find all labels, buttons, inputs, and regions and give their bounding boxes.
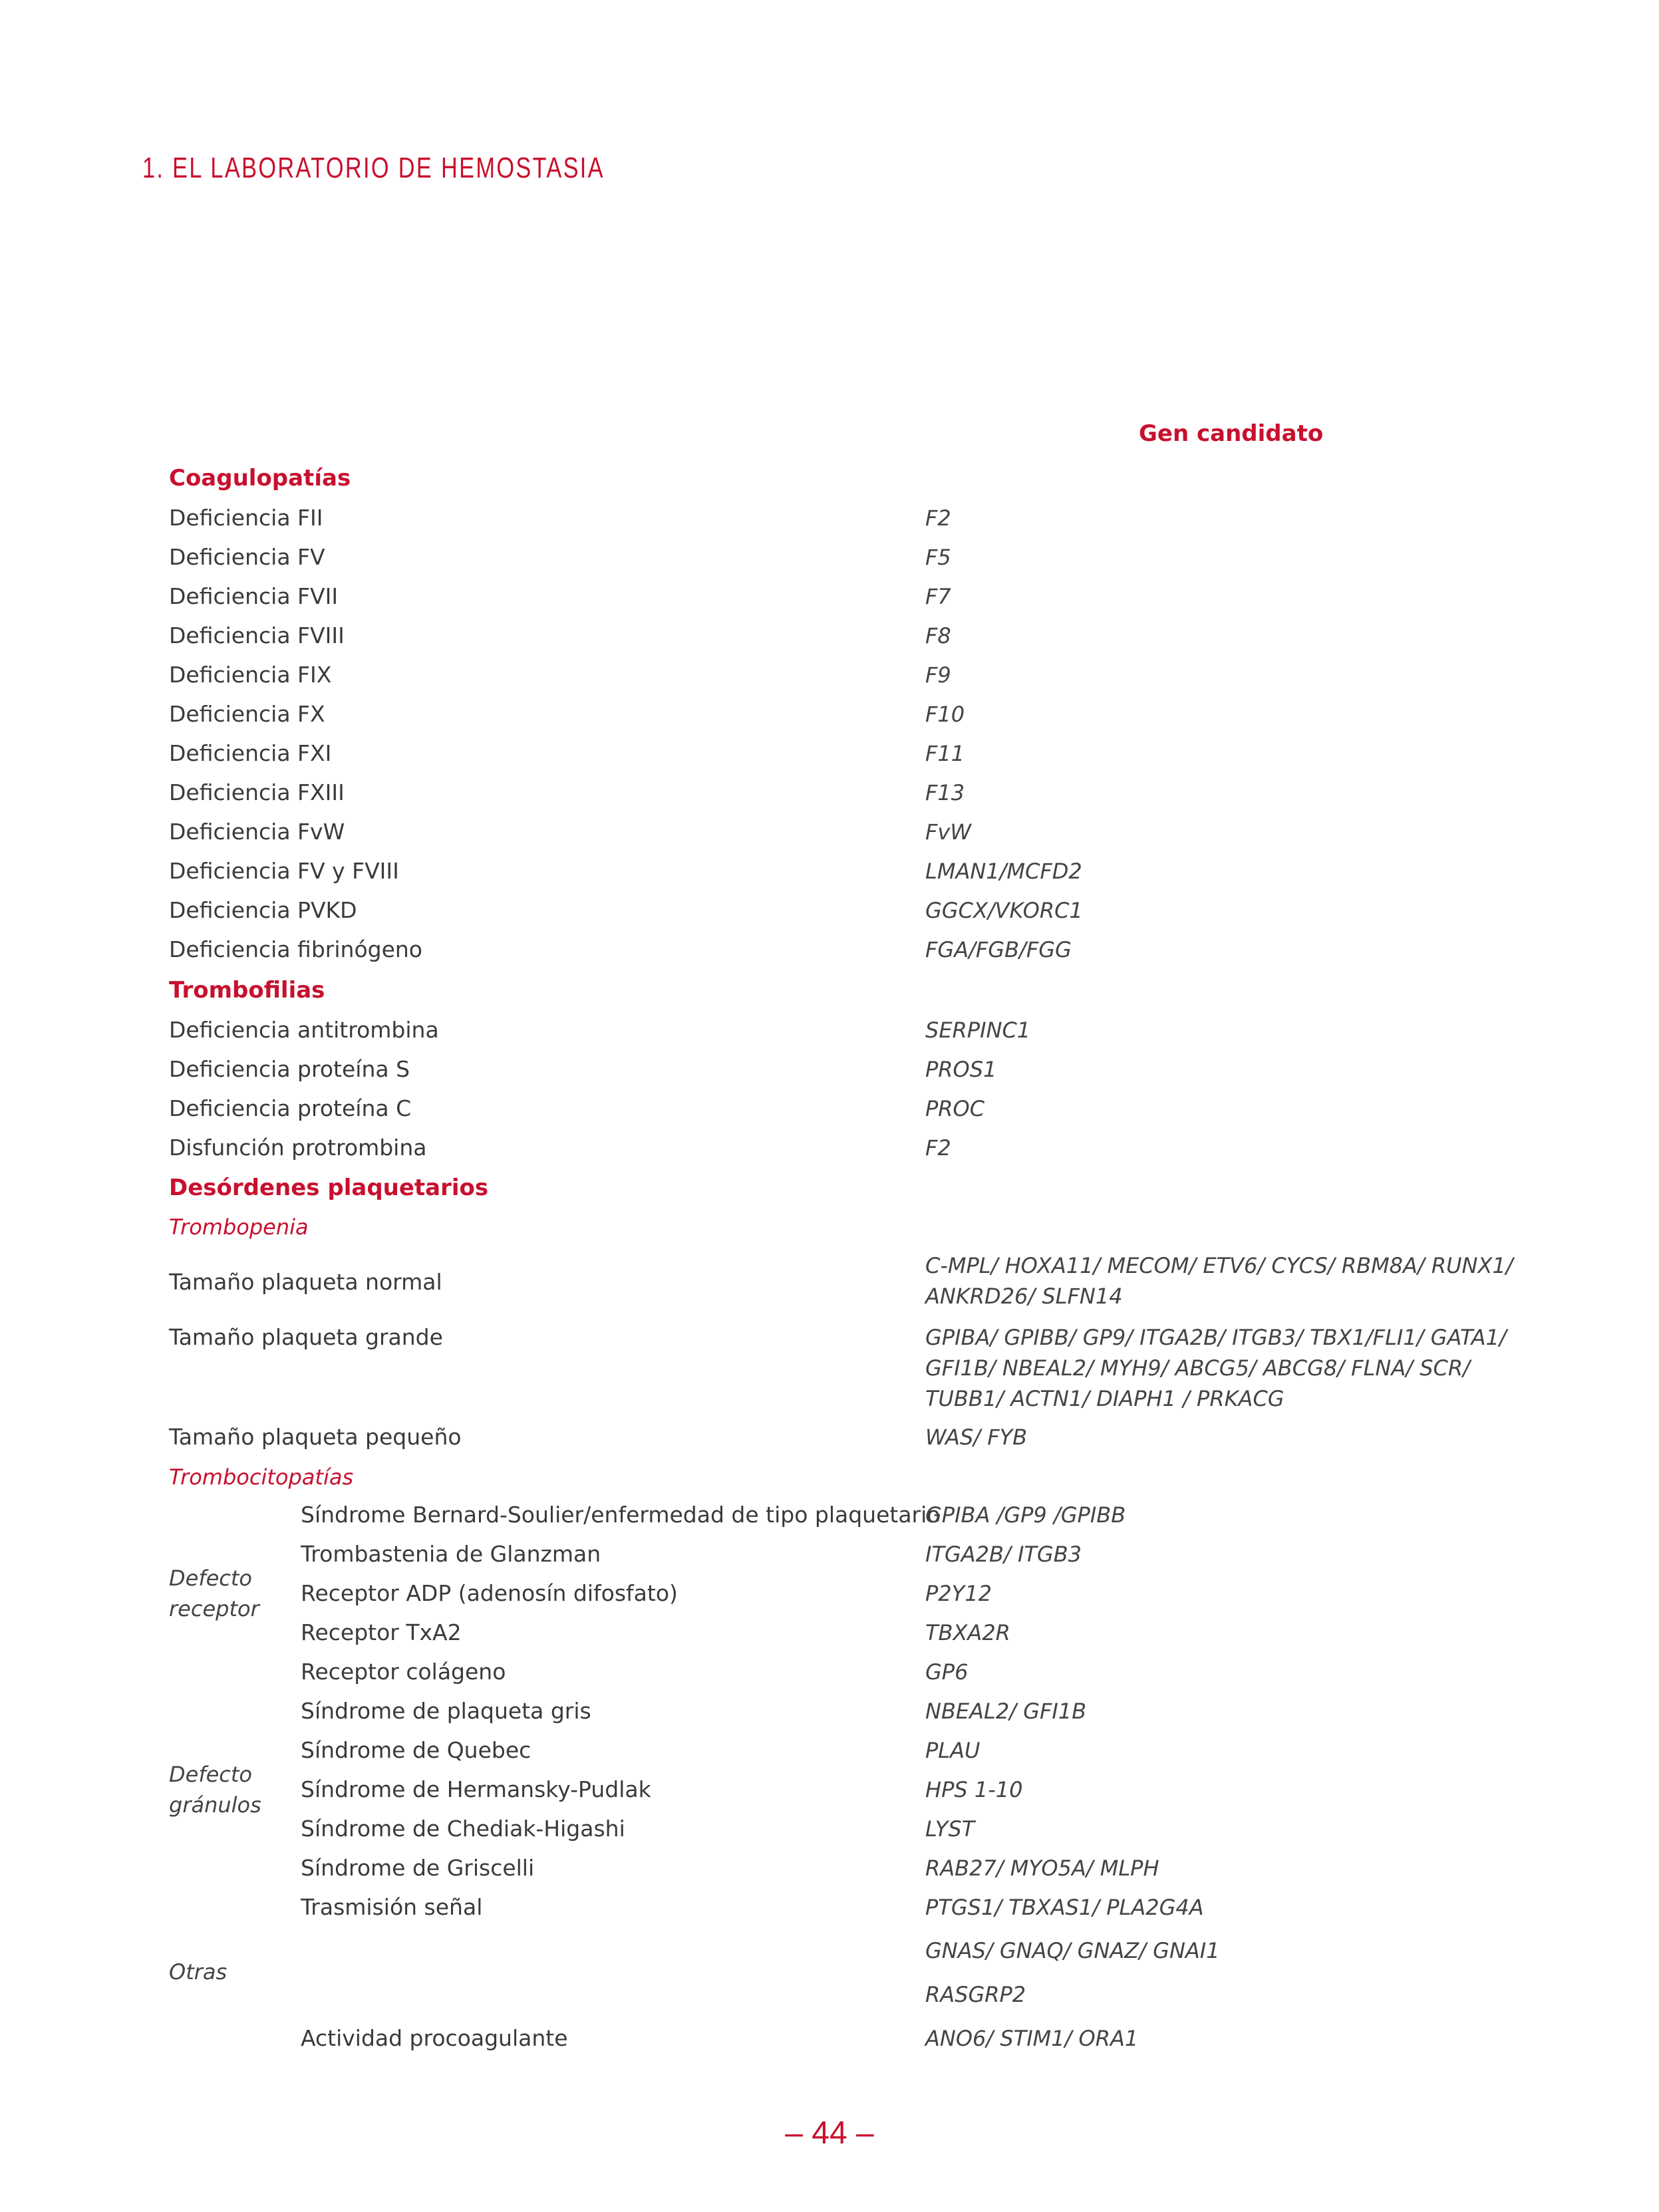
- row-gene: PTGS1/ TBXAS1/ PLA2G4A: [925, 1895, 1204, 1920]
- row-gene: PROC: [925, 1096, 985, 1121]
- row-label: Deficiencia FvW: [169, 819, 345, 845]
- row-gene: GP6: [925, 1659, 969, 1685]
- page-number: – 44 –: [785, 2116, 874, 2151]
- row-label: Receptor colágeno: [301, 1659, 506, 1685]
- row-gene: F10: [925, 702, 965, 727]
- row-label: Síndrome de Chediak-Higashi: [301, 1816, 625, 1842]
- row-label: Deficiencia FVIII: [169, 622, 345, 648]
- row-label: Tamaño plaqueta grande: [169, 1324, 443, 1350]
- row-label: Trasmisión señal: [301, 1894, 483, 1920]
- row-gene: PROS1: [925, 1057, 997, 1082]
- row-gene: F2: [925, 1135, 951, 1161]
- row-gene: TBXA2R: [925, 1620, 1010, 1645]
- row-gene: SERPINC1: [925, 1018, 1031, 1043]
- row-gene: F7: [925, 584, 951, 609]
- row-label: Síndrome Bernard-Soulier/enfermedad de tipo plaquetario: [301, 1502, 941, 1528]
- row-label: Disfunción protrombina: [169, 1135, 427, 1161]
- row-gene: F5: [925, 545, 951, 570]
- row-label: Trombastenia de Glanzman: [301, 1541, 601, 1567]
- row-gene: GGCX/VKORC1: [925, 898, 1083, 923]
- row-label: Deficiencia FV y FVIII: [169, 858, 399, 884]
- row-gene: ITGA2B/ ITGB3: [925, 1542, 1082, 1567]
- row-label: Síndrome de Hermansky-Pudlak: [301, 1776, 651, 1802]
- row-label: Deficiencia proteína C: [169, 1095, 412, 1121]
- row-gene: NBEAL2/ GFI1B: [925, 1699, 1087, 1724]
- row-label: Deficiencia FXIII: [169, 779, 345, 805]
- row-label: Síndrome de Quebec: [301, 1737, 531, 1763]
- row-gene: ANO6/ STIM1/ ORA1: [925, 2026, 1139, 2051]
- row-label: Tamaño plaqueta normal: [169, 1269, 442, 1295]
- row-label: Deficiencia FV: [169, 544, 325, 570]
- row-label: Actividad procoagulante: [301, 2025, 568, 2051]
- row-gene: GPIBA/ GPIBB/ GP9/ ITGA2B/ ITGB3/ TBX1/FLI1/ GATA1/ GFI1B/ NBEAL2/ MYH9/ ABCG5/ ABCG8/ FLNA/ SCR/ TUBB1/ ACTN1/ DIAPH1 / PRKACG: [925, 1325, 1507, 1411]
- row-gene: F8: [925, 623, 951, 648]
- group-label-defecto-granulos: Defecto gránulos: [169, 1762, 261, 1818]
- row-gene: F2: [925, 505, 951, 531]
- chapter-title: 1. EL LABORATORIO DE HEMOSTASIA: [142, 152, 605, 184]
- row-gene: F9: [925, 662, 951, 688]
- row-label: Deficiencia FX: [169, 701, 325, 727]
- row-label: Tamaño plaqueta pequeño: [169, 1424, 462, 1450]
- subsection-title-trombopenia: Trombopenia: [169, 1214, 309, 1240]
- row-label: Deficiencia FII: [169, 505, 323, 531]
- group-label-defecto-receptor: Defecto receptor: [169, 1566, 259, 1621]
- row-gene: FGA/FGB/FGG: [925, 937, 1072, 962]
- row-label: Deficiencia proteína S: [169, 1056, 410, 1082]
- row-label: Deficiencia antitrombina: [169, 1017, 439, 1043]
- row-gene: FvW: [925, 819, 971, 845]
- row-label: Deficiencia FIX: [169, 662, 332, 688]
- row-gene: HPS 1-10: [925, 1777, 1023, 1802]
- section-title-trombofilias: Trombofilias: [169, 977, 325, 1004]
- row-gene: RAB27/ MYO5A/ MLPH: [925, 1856, 1159, 1881]
- row-gene: F13: [925, 780, 965, 805]
- row-label: Deficiencia fibrinógeno: [169, 936, 422, 962]
- row-gene: PLAU: [925, 1738, 980, 1763]
- row-label: Receptor TxA2: [301, 1619, 462, 1645]
- row-gene: LMAN1/MCFD2: [925, 859, 1082, 884]
- row-label: Deficiencia PVKD: [169, 897, 357, 923]
- subsection-title-trombocitopatias: Trombocitopatías: [169, 1464, 354, 1490]
- row-label: Síndrome de plaqueta gris: [301, 1698, 591, 1724]
- section-title-plaquetarios: Desórdenes plaquetarios: [169, 1175, 489, 1201]
- section-title-coagulopatias: Coagulopatías: [169, 465, 351, 491]
- row-gene: WAS/ FYB: [925, 1425, 1028, 1450]
- row-gene: C-MPL/ HOXA11/ MECOM/ ETV6/ CYCS/ RBM8A/ RUNX1/ ANKRD26/ SLFN14: [925, 1253, 1513, 1309]
- column-header-gen-candidato: Gen candidato: [1139, 420, 1324, 447]
- row-gene: P2Y12: [925, 1581, 992, 1606]
- row-gene: GPIBA /GP9 /GPIBB: [925, 1502, 1126, 1528]
- row-label: Deficiencia FVII: [169, 583, 339, 609]
- group-label-otras: Otras: [169, 1959, 227, 1985]
- row-gene: RASGRP2: [925, 1982, 1026, 2007]
- row-gene: F11: [925, 741, 965, 766]
- row-label: Deficiencia FXI: [169, 740, 332, 766]
- row-gene: LYST: [925, 1816, 975, 1842]
- row-label: Receptor ADP (adenosín difosfato): [301, 1580, 678, 1606]
- row-label: Síndrome de Griscelli: [301, 1855, 535, 1881]
- row-gene: GNAS/ GNAQ/ GNAZ/ GNAI1: [925, 1938, 1220, 1963]
